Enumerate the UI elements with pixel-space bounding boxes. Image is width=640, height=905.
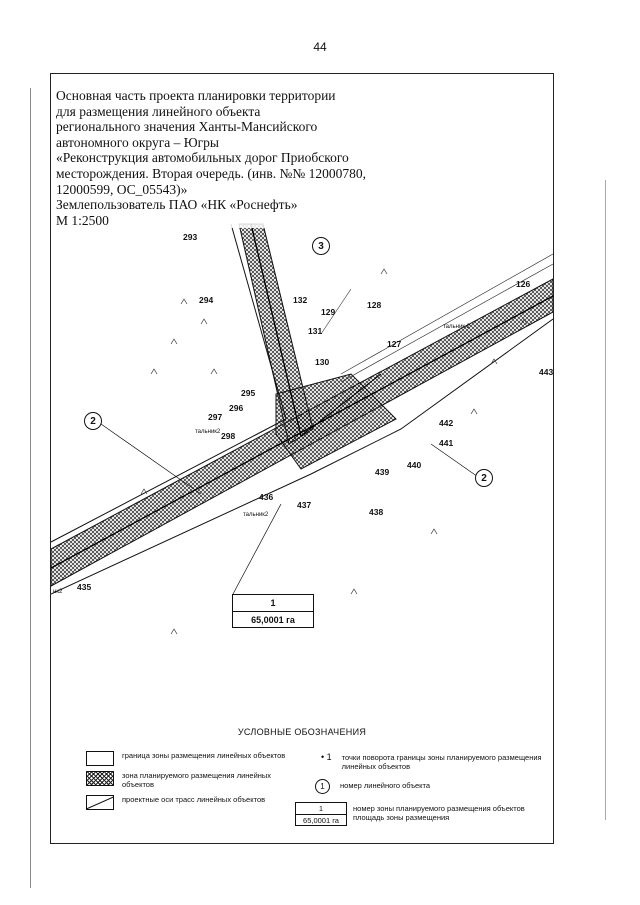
point-label: 297 [208,412,223,422]
area-label: тальник2 [243,512,269,518]
legend-zone-area-label: площадь зоны размещения [353,813,450,822]
axis-swatch [86,795,114,810]
title-line: 12000599, ОС_05543)» [56,181,188,197]
legend-turn-points-label: точки поворота границы зоны планируемого размещения линейных объектов [341,753,542,771]
point-label: 296 [229,403,244,413]
legend-zone-fill [86,771,296,789]
title-line: месторождения. Вторая очередь. (инв. №№ 12000780, [56,165,366,181]
title-line: регионального значения Ханты-Мансийского [56,119,318,135]
page-number: 44 [313,40,327,54]
legend-zone-texts [353,802,525,822]
turn-point-symbol: • 1 [321,752,332,762]
legend-boundary-label: граница зоны размещения линейных объектов [122,751,286,760]
land-user: Землепользователь ПАО «НК «Роснефть» [56,197,298,213]
scale: М 1:2500 [56,212,109,228]
object-number-2: 2 [475,469,493,487]
legend-axes [86,795,326,810]
boundary-swatch [86,751,114,766]
point-label: 441 [439,438,454,448]
point-label: 295 [241,388,256,398]
point-label: 442 [439,418,454,428]
point-label: 294 [199,295,214,305]
legend-axes-label: проектные оси трасс линейных объектов [122,795,266,804]
zone-number-symbol [295,802,347,826]
point-label: 437 [297,500,312,510]
title-line: «Реконструкция автомобильных дорог Приобского [56,150,349,166]
legend-object-number-label: номер линейного объекта [340,781,431,790]
scan-edge-right [605,180,606,820]
legend-zone-number [295,802,551,826]
point-label: 129 [321,307,336,317]
legend-title: УСЛОВНЫЕ ОБОЗНАЧЕНИЯ [237,727,367,737]
legend-zone-number-label: номер зоны планируемого размещения объектов [353,804,525,813]
title-line: для размещения линейного объекта [56,103,261,119]
point-label: 131 [308,326,323,336]
point-label: 298 [221,431,236,441]
object-number-2: 2 [84,412,102,430]
title-line: Основная часть проекта планировки территории [56,88,336,103]
object-number-symbol: 1 [315,779,330,794]
legend-zone-fill-label: зона планируемого размещения линейных объектов [122,771,272,789]
axis-line [51,296,553,568]
point-label: 435 [77,582,92,592]
leader-line [101,424,201,494]
title-line: автономного округа – Югры [56,134,219,150]
zone-area: 65,0001 га [251,615,295,625]
leader-line [431,444,481,479]
point-label: 132 [293,295,308,305]
legend-object-number [315,779,545,794]
legend-boundary [86,751,326,766]
hatch-swatch [86,771,114,786]
point-label: 126 [516,279,531,289]
legend [50,703,554,844]
object-number-3: 3 [312,237,330,255]
scan-edge-left [30,88,31,888]
point-label: 127 [387,339,402,349]
legend-turn-points [321,753,546,771]
map-frame [50,73,554,705]
point-label: 438 [369,507,384,517]
point-label: 440 [407,460,422,470]
point-label: 443 [539,367,554,377]
point-label: 293 [183,232,198,242]
title-block [56,88,366,228]
zone-number-symbol-top: 1 [296,803,346,815]
area-label: тальник 2 [443,324,470,330]
point-label: 436 [259,492,274,502]
zone-number-symbol-bottom: 65,0001 га [303,816,339,825]
zone-number: 1 [233,595,313,612]
area-label: нк2 [53,589,63,595]
point-label: 128 [367,300,382,310]
point-label: 439 [375,467,390,477]
point-label: 130 [315,357,330,367]
area-label: тальник2 [195,429,221,435]
zone-number-box [232,594,314,628]
